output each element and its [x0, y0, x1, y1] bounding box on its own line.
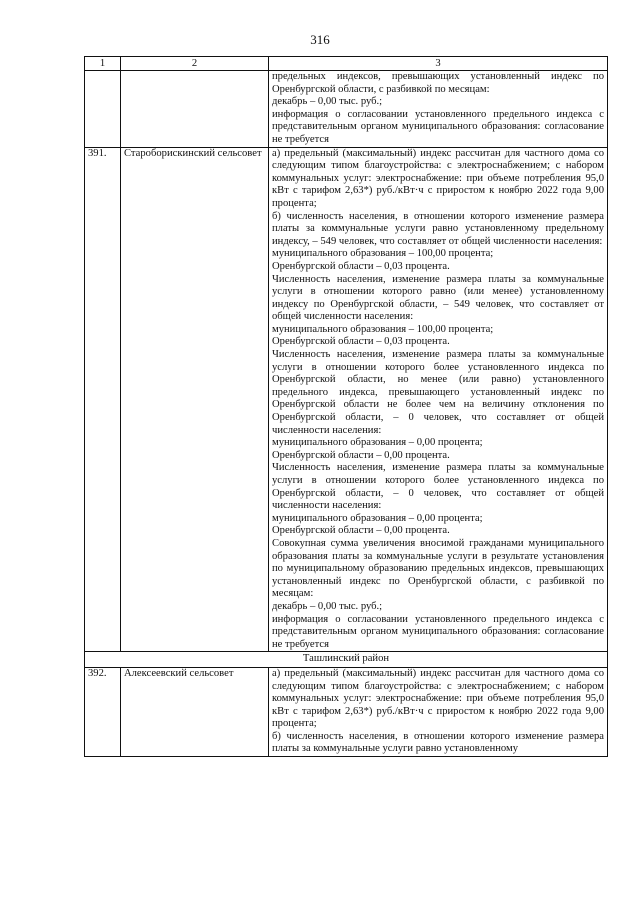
row-content-cell: [269, 667, 608, 756]
page-number: 316: [310, 32, 330, 47]
paragraph: муниципального образования – 100,00 процента;: [272, 248, 494, 260]
paragraph: Оренбургской области – 0,03 процента.: [272, 260, 450, 272]
paragraph: Оренбургской области – 0,00 процента.: [272, 449, 450, 461]
row-number-cell: 391.: [85, 147, 121, 652]
table-row-continuation: [85, 71, 608, 148]
paragraph: Оренбургской области – 0,03 процента.: [272, 336, 450, 348]
paragraph: Численность населения, изменение размера платы за коммунальные услуги в отношении которого более установленного индекса по Оренбургской области, но менее (или равно) установленного предельного индекса, превышающего установленный индекс по Оренбургской области не более чем на величину отклонения по Оренбургской области, – 0 человек, что составляет от общей численности населения:: [272, 349, 604, 436]
row-content-cell: [269, 71, 608, 148]
paragraph: а) предельный (максимальный) индекс рассчитан для частного дома со следующим типом благоустройства: с электроснабжением; с набором коммунальных услуг: электроснабжение: при объеме потребления 95,0 кВт с тарифом 2,63*) руб./кВт·ч с приростом к ноябрю 2022 года 9,00 процента;: [272, 667, 604, 730]
row-content-cell: [269, 147, 608, 652]
paragraph: Численность населения, изменение размера платы за коммунальные услуги в отношении которого равно (или менее) установленному индексу по Оренбургской области, – 549 человек, что составляет от общей численности населения:: [272, 273, 604, 323]
row-name-cell: [121, 71, 269, 148]
paragraph: муниципального образования – 0,00 процента;: [272, 437, 483, 449]
paragraph: предельных индексов, превышающих установленный индекс по Оренбургской области, с разбивкой по месяцам:: [272, 71, 604, 95]
municipal-index-table: [84, 56, 608, 757]
paragraph: Оренбургской области – 0,00 процента.: [272, 525, 450, 537]
header-col-3: 3: [269, 57, 608, 71]
district-row: [85, 652, 608, 668]
table-row-391: [85, 147, 608, 652]
district-title: Ташлинский район: [85, 652, 608, 668]
paragraph: б) численность населения, в отношении которого изменение размера платы за коммунальные услуги равно установленному предельному индексу, – 549 человек, что составляет от общей численности населения:: [272, 210, 604, 247]
paragraph: муниципального образования – 0,00 процента;: [272, 512, 483, 524]
paragraph: Численность населения, изменение размера платы за коммунальные услуги в отношении которого более установленного индекса по Оренбургской области, – 0 человек, что составляет от общей численности населения:: [272, 462, 604, 512]
paragraph: муниципального образования – 100,00 процента;: [272, 323, 494, 335]
paragraph: декабрь – 0,00 тыс. руб.;: [272, 96, 383, 108]
header-col-2: 2: [121, 57, 269, 71]
paragraph: Совокупная сумма увеличения вносимой гражданами муниципального образования платы за коммунальные услуги в результате установления по муниципальному образованию предельных индексов, превышающих установленный индекс по Оренбургской области, с разбивкой по месяцам:: [272, 537, 604, 600]
paragraph: б) численность населения, в отношении которого изменение размера платы за коммунальные услуги равно установленному: [272, 730, 604, 755]
paragraph: информация о согласовании установленного предельного индекса с представительным органом муниципального образования: согласование не требуется: [272, 108, 604, 145]
paragraph: а) предельный (максимальный) индекс рассчитан для частного дома со следующим типом благоустройства: с электроснабжением; с набором коммунальных услуг: электроснабжение: при объеме потребления 95,0 кВт с тарифом 2,63*) руб./кВт·ч с приростом к ноябрю 2022 года 9,00 процента;: [272, 147, 604, 209]
table-header-row: [85, 57, 608, 71]
paragraph: информация о согласовании установленного предельного индекса с представительным органом муниципального образования: согласование не требуется: [272, 613, 604, 650]
header-col-1: 1: [85, 57, 121, 71]
row-name-cell: Алексеевский сельсовет: [121, 667, 269, 756]
table-row-392: [85, 667, 608, 756]
row-number-cell: [85, 71, 121, 148]
row-number-cell: 392.: [85, 667, 121, 756]
paragraph: декабрь – 0,00 тыс. руб.;: [272, 600, 383, 612]
row-name-cell: Староборискинский сельсовет: [121, 147, 269, 652]
